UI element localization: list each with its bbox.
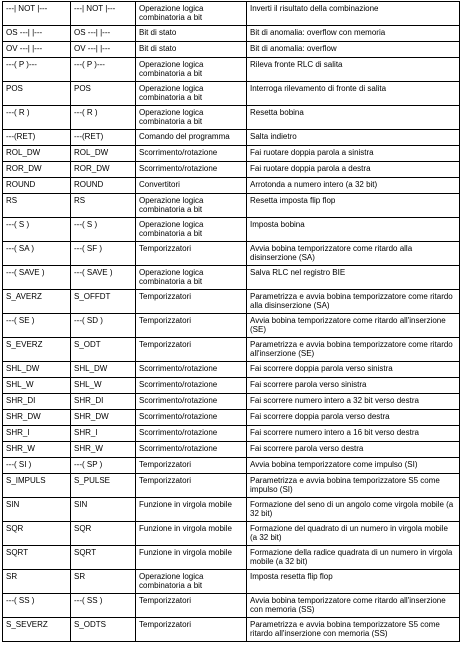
cell-category: Scorrimento/rotazione <box>136 378 247 394</box>
cell-description: Salta indietro <box>247 130 460 146</box>
table-row <box>3 378 460 394</box>
cell-category: Bit di stato <box>136 42 247 58</box>
cell-mnemonic-de: SQRT <box>3 546 71 570</box>
cell-description: Fai scorrere numero intero a 32 bit verso destra <box>247 394 460 410</box>
cell-category: Scorrimento/rotazione <box>136 442 247 458</box>
cell-category: Operazione logica combinatoria a bit <box>136 266 247 290</box>
cell-category: Temporizzatori <box>136 290 247 314</box>
cell-mnemonic-de: POS <box>3 82 71 106</box>
cell-category: Operazione logica combinatoria a bit <box>136 106 247 130</box>
cell-description: Bit di anomalia: overflow con memoria <box>247 26 460 42</box>
cell-mnemonic-de: SHR_DI <box>3 394 71 410</box>
cell-mnemonic-int: SQR <box>71 522 136 546</box>
cell-mnemonic-int: S_PULSE <box>71 474 136 498</box>
table-row <box>3 394 460 410</box>
cell-category: Temporizzatori <box>136 314 247 338</box>
table-row <box>3 218 460 242</box>
cell-mnemonic-de: SR <box>3 570 71 594</box>
cell-mnemonic-de: S_SEVERZ <box>3 618 71 642</box>
cell-mnemonic-int: SHR_DI <box>71 394 136 410</box>
cell-mnemonic-de: ROUND <box>3 178 71 194</box>
cell-description: Fai scorrere doppia parola verso destra <box>247 410 460 426</box>
cell-mnemonic-int: POS <box>71 82 136 106</box>
cell-description: Parametrizza e avvia bobina temporizzatore S5 come ritardo all'inserzione con memoria (SS) <box>247 618 460 642</box>
cell-mnemonic-int: SHR_DW <box>71 410 136 426</box>
cell-category: Bit di stato <box>136 26 247 42</box>
table-row <box>3 162 460 178</box>
cell-mnemonic-de: ---( SAVE ) <box>3 266 71 290</box>
table-row <box>3 594 460 618</box>
cell-category: Convertitori <box>136 178 247 194</box>
table-row <box>3 498 460 522</box>
cell-mnemonic-int: SR <box>71 570 136 594</box>
table-row <box>3 2 460 26</box>
table-row <box>3 26 460 42</box>
cell-mnemonic-int: ---( SP ) <box>71 458 136 474</box>
table-row <box>3 546 460 570</box>
table-row <box>3 42 460 58</box>
cell-mnemonic-de: ---( P )--- <box>3 58 71 82</box>
table-row <box>3 474 460 498</box>
table-row <box>3 426 460 442</box>
table-row <box>3 58 460 82</box>
cell-description: Avvia bobina temporizzatore come ritardo all'inserzione (SE) <box>247 314 460 338</box>
cell-category: Temporizzatori <box>136 618 247 642</box>
cell-category: Temporizzatori <box>136 474 247 498</box>
cell-mnemonic-int: OV ---| |--- <box>71 42 136 58</box>
cell-mnemonic-int: ---| NOT |--- <box>71 2 136 26</box>
cell-mnemonic-int: S_OFFDT <box>71 290 136 314</box>
cell-category: Operazione logica combinatoria a bit <box>136 218 247 242</box>
cell-mnemonic-int: SQRT <box>71 546 136 570</box>
table-row <box>3 442 460 458</box>
cell-description: Fai ruotare doppia parola a destra <box>247 162 460 178</box>
table-row <box>3 458 460 474</box>
cell-description: Avvia bobina temporizzatore come impulso (SI) <box>247 458 460 474</box>
cell-category: Scorrimento/rotazione <box>136 162 247 178</box>
cell-category: Operazione logica combinatoria a bit <box>136 2 247 26</box>
cell-category: Scorrimento/rotazione <box>136 146 247 162</box>
cell-category: Temporizzatori <box>136 338 247 362</box>
cell-category: Comando del programma <box>136 130 247 146</box>
cell-mnemonic-de: ---| NOT |--- <box>3 2 71 26</box>
cell-mnemonic-int: ---( SD ) <box>71 314 136 338</box>
cell-mnemonic-de: SHR_W <box>3 442 71 458</box>
cell-mnemonic-int: ROL_DW <box>71 146 136 162</box>
cell-description: Fai scorrere doppia parola verso sinistra <box>247 362 460 378</box>
cell-mnemonic-de: RS <box>3 194 71 218</box>
cell-category: Funzione in virgola mobile <box>136 498 247 522</box>
cell-category: Operazione logica combinatoria a bit <box>136 58 247 82</box>
cell-mnemonic-int: SHR_W <box>71 442 136 458</box>
cell-category: Scorrimento/rotazione <box>136 410 247 426</box>
cell-mnemonic-de: ---( SA ) <box>3 242 71 266</box>
cell-description: Parametrizza e avvia bobina temporizzatore come ritardo all'inserzione (SE) <box>247 338 460 362</box>
cell-mnemonic-int: OS ---| |--- <box>71 26 136 42</box>
cell-mnemonic-int: ---( S ) <box>71 218 136 242</box>
cell-mnemonic-de: SQR <box>3 522 71 546</box>
cell-mnemonic-int: ---( SS ) <box>71 594 136 618</box>
table-row <box>3 82 460 106</box>
table-row <box>3 570 460 594</box>
cell-mnemonic-int: RS <box>71 194 136 218</box>
cell-mnemonic-int: ---(RET) <box>71 130 136 146</box>
table-row <box>3 522 460 546</box>
table-row <box>3 146 460 162</box>
cell-description: Salva RLC nel registro BIE <box>247 266 460 290</box>
cell-mnemonic-de: OV ---| |--- <box>3 42 71 58</box>
cell-mnemonic-int: SHL_DW <box>71 362 136 378</box>
cell-mnemonic-de: S_EVERZ <box>3 338 71 362</box>
cell-description: Parametrizza e avvia bobina temporizzatore come ritardo alla disinserzione (SA) <box>247 290 460 314</box>
cell-description: Resetta imposta flip flop <box>247 194 460 218</box>
table-row <box>3 362 460 378</box>
cell-description: Arrotonda a numero intero (a 32 bit) <box>247 178 460 194</box>
cell-mnemonic-int: S_ODTS <box>71 618 136 642</box>
instruction-table <box>2 1 460 642</box>
cell-description: Interroga rilevamento di fronte di salita <box>247 82 460 106</box>
cell-mnemonic-de: SHL_W <box>3 378 71 394</box>
cell-mnemonic-int: SHL_W <box>71 378 136 394</box>
cell-category: Operazione logica combinatoria a bit <box>136 82 247 106</box>
cell-mnemonic-de: SHL_DW <box>3 362 71 378</box>
cell-description: Fai scorrere numero intero a 16 bit verso destra <box>247 426 460 442</box>
cell-mnemonic-de: OS ---| |--- <box>3 26 71 42</box>
cell-description: Bit di anomalia: overflow <box>247 42 460 58</box>
cell-mnemonic-de: S_AVERZ <box>3 290 71 314</box>
cell-mnemonic-int: ROUND <box>71 178 136 194</box>
table-row <box>3 178 460 194</box>
cell-description: Formazione della radice quadrata di un numero in virgola mobile (a 32 bit) <box>247 546 460 570</box>
cell-description: Fai scorrere parola verso destra <box>247 442 460 458</box>
cell-category: Scorrimento/rotazione <box>136 394 247 410</box>
cell-category: Operazione logica combinatoria a bit <box>136 570 247 594</box>
cell-description: Avvia bobina temporizzatore come ritardo all'inserzione con memoria (SS) <box>247 594 460 618</box>
table-row <box>3 410 460 426</box>
table-row <box>3 130 460 146</box>
cell-description: Fai scorrere parola verso sinistra <box>247 378 460 394</box>
cell-mnemonic-int: ROR_DW <box>71 162 136 178</box>
cell-mnemonic-de: ROR_DW <box>3 162 71 178</box>
cell-category: Scorrimento/rotazione <box>136 362 247 378</box>
cell-description: Resetta bobina <box>247 106 460 130</box>
table-row <box>3 194 460 218</box>
cell-description: Formazione del seno di un angolo come virgola mobile (a 32 bit) <box>247 498 460 522</box>
cell-category: Operazione logica combinatoria a bit <box>136 194 247 218</box>
table-row <box>3 290 460 314</box>
cell-mnemonic-de: SHR_DW <box>3 410 71 426</box>
cell-description: Imposta resetta flip flop <box>247 570 460 594</box>
cell-category: Temporizzatori <box>136 458 247 474</box>
cell-mnemonic-int: SHR_I <box>71 426 136 442</box>
cell-mnemonic-de: ---( SI ) <box>3 458 71 474</box>
cell-mnemonic-int: ---( SAVE ) <box>71 266 136 290</box>
cell-mnemonic-de: ---( R ) <box>3 106 71 130</box>
cell-category: Funzione in virgola mobile <box>136 522 247 546</box>
cell-mnemonic-de: SIN <box>3 498 71 522</box>
cell-mnemonic-de: SHR_I <box>3 426 71 442</box>
cell-mnemonic-de: ROL_DW <box>3 146 71 162</box>
table-row <box>3 314 460 338</box>
cell-description: Parametrizza e avvia bobina temporizzatore S5 come impulso (SI) <box>247 474 460 498</box>
cell-mnemonic-de: ---(RET) <box>3 130 71 146</box>
table-row <box>3 618 460 642</box>
cell-description: Formazione del quadrato di un numero in virgola mobile (a 32 bit) <box>247 522 460 546</box>
cell-category: Funzione in virgola mobile <box>136 546 247 570</box>
table-row <box>3 338 460 362</box>
cell-description: Avvia bobina temporizzatore come ritardo alla disinserzione (SA) <box>247 242 460 266</box>
cell-description: Inverti il risultato della combinazione <box>247 2 460 26</box>
cell-mnemonic-int: SIN <box>71 498 136 522</box>
table-row <box>3 106 460 130</box>
table-row <box>3 242 460 266</box>
cell-category: Scorrimento/rotazione <box>136 426 247 442</box>
cell-category: Temporizzatori <box>136 242 247 266</box>
cell-mnemonic-int: ---( R ) <box>71 106 136 130</box>
cell-mnemonic-int: ---( P )--- <box>71 58 136 82</box>
table-row <box>3 266 460 290</box>
cell-description: Imposta bobina <box>247 218 460 242</box>
cell-mnemonic-de: ---( SE ) <box>3 314 71 338</box>
cell-mnemonic-de: ---( S ) <box>3 218 71 242</box>
cell-category: Temporizzatori <box>136 594 247 618</box>
cell-mnemonic-de: ---( SS ) <box>3 594 71 618</box>
cell-description: Fai ruotare doppia parola a sinistra <box>247 146 460 162</box>
cell-mnemonic-int: S_ODT <box>71 338 136 362</box>
cell-description: Rileva fronte RLC di salita <box>247 58 460 82</box>
cell-mnemonic-int: ---( SF ) <box>71 242 136 266</box>
cell-mnemonic-de: S_IMPULS <box>3 474 71 498</box>
